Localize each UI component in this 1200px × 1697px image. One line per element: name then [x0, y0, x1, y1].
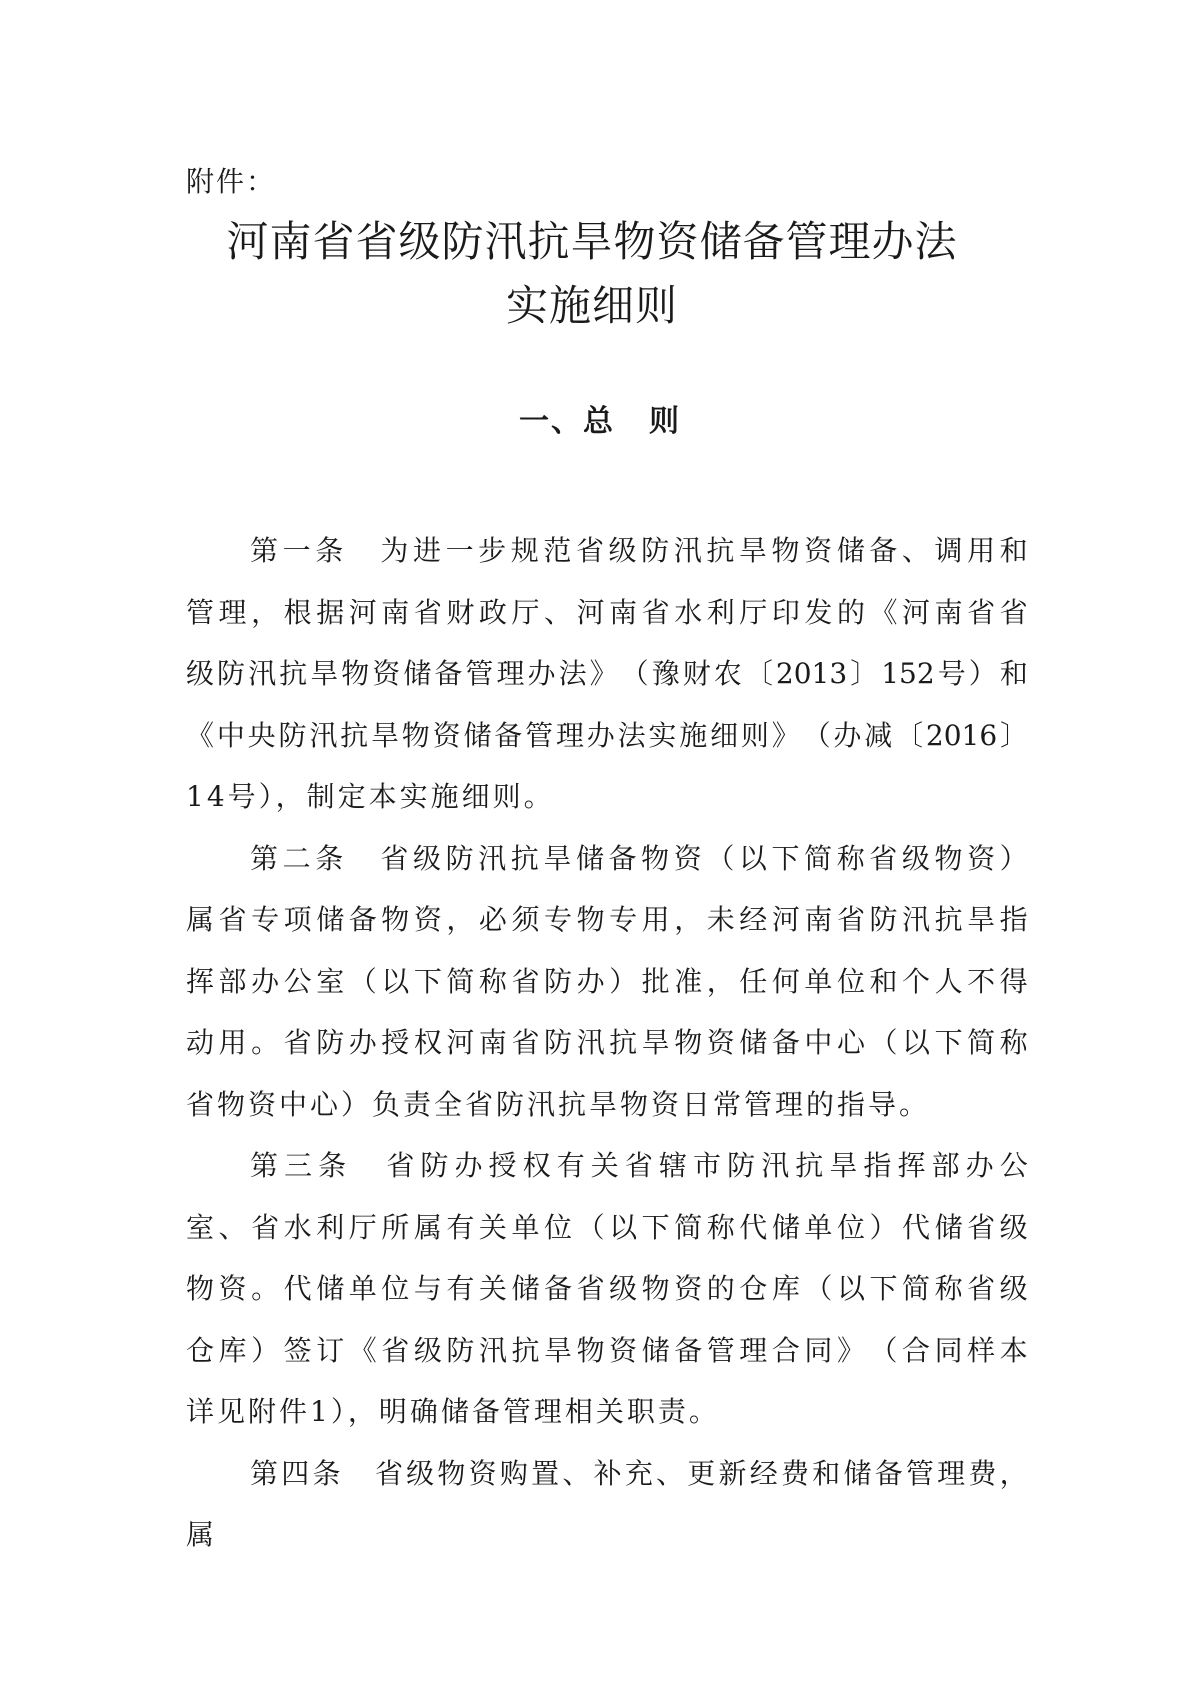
- section-heading-number: 一、总: [519, 404, 615, 439]
- text-line: 物 资 。 代 储 单 位 与 有 关 储 备 省 级 物 资 的 仓 库 （ 以 下 简 称 省 级: [186, 1272, 1028, 1305]
- text-line: 第 二 条 省 级 防 汛 抗 旱 储 备 物 资 （ 以 下 简 称 省 级 物 资 ）: [250, 841, 1028, 875]
- text-line: 室 、 省 水 利 厅 所 属 有 关 单 位 （ 以 下 简 称 代 储 单 位 ） 代 储 省 级: [186, 1210, 1028, 1244]
- section-heading: [0, 400, 1200, 444]
- text-line: 属: [186, 1518, 218, 1551]
- text-line: 第 四 条 省 级 物 资 购 置 、 补 充 、 更 新 经 费 和 储 备 管 理 费 ，: [250, 1456, 1028, 1490]
- document-title-line-1: 河南省省级防汛抗旱物资储备管理办法: [226, 217, 958, 266]
- text-line: 级 防 汛 抗 旱 物 资 储 备 管 理 办 法 》 （ 豫 财 农 〔 2013 〕 152 号 ） 和: [186, 657, 1028, 690]
- text-line: 挥 部 办 公 室 （ 以 下 简 称 省 防 办 ） 批 准 ， 任 何 单 位 和 个 人 不 得: [186, 964, 1028, 998]
- text-line: 仓 库 ） 签 订 《 省 级 防 汛 抗 旱 物 资 储 备 管 理 合 同 》 （ 合 同 样 本: [186, 1333, 1028, 1367]
- text-line: 详见附件1），明确储备管理相关职责。: [186, 1395, 720, 1428]
- text-line: 14号），制定本实施细则。: [186, 780, 555, 813]
- body-text: [186, 520, 1028, 1566]
- text-line: 属 省 专 项 储 备 物 资 ， 必 须 专 物 专 用 ， 未 经 河 南 省 防 汛 抗 旱 指: [186, 903, 1028, 936]
- text-line: 第 三 条 省 防 办 授 权 有 关 省 辖 市 防 汛 抗 旱 指 挥 部 办 公: [250, 1149, 1028, 1182]
- text-line: 动 用 。 省 防 办 授 权 河 南 省 防 汛 抗 旱 物 资 储 备 中 心 （ 以 下 简 称: [186, 1026, 1028, 1059]
- text-line: 省物资中心）负责全省防汛抗旱物资日常管理的指导。: [186, 1087, 931, 1121]
- text-line: 第 一 条 为 进 一 步 规 范 省 级 防 汛 抗 旱 物 资 储 备 、 调 用 和: [250, 534, 1028, 567]
- section-heading-name: 则: [649, 404, 681, 439]
- text-line: 管 理 ， 根 据 河 南 省 财 政 厅 、 河 南 省 水 利 厅 印 发 的 《 河 南 省 省: [186, 595, 1028, 629]
- document-title-line-2: 实施细则: [505, 281, 678, 330]
- attachment-label: 附件：: [186, 165, 277, 198]
- text-line: 《 中 央 防 汛 抗 旱 物 资 储 备 管 理 办 法 实 施 细 则 》 （ 办 减 〔 2016 〕: [186, 718, 1028, 752]
